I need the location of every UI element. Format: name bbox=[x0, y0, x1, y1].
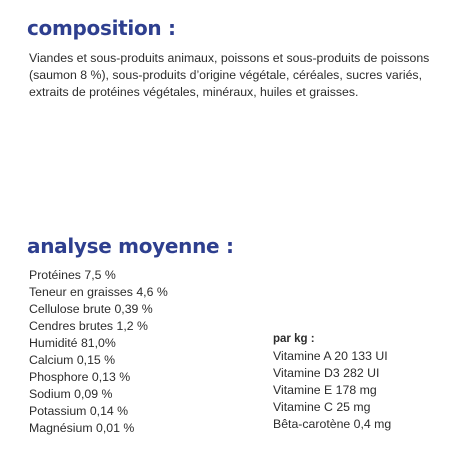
analysis-item-humidite: Humidité 81,0% bbox=[29, 336, 116, 350]
vitamins-list bbox=[273, 348, 391, 433]
analysis-list bbox=[29, 267, 168, 437]
analysis-item-graisses: Teneur en graisses 4,6 % bbox=[29, 285, 168, 299]
beta-carotene: Bêta-carotène 0,4 mg bbox=[273, 417, 392, 431]
composition-text: Viandes et sous-produits animaux, poissons et sous-produits de poissons (saumon 8 %), sous-produits d’origine végétale, céréales, sucres variés, extraits de protéines végétales, minéraux, huiles et graisses. bbox=[29, 51, 430, 99]
composition-heading: composition : bbox=[27, 16, 176, 40]
analysis-item-calcium: Calcium 0,15 % bbox=[29, 353, 116, 367]
analysis-item-cendres: Cendres brutes 1,2 % bbox=[29, 319, 148, 333]
vitamin-c: Vitamine C 25 mg bbox=[273, 400, 371, 414]
analysis-item-sodium: Sodium 0,09 % bbox=[29, 387, 113, 401]
vitamin-e: Vitamine E 178 mg bbox=[273, 383, 377, 397]
analysis-heading: analyse moyenne : bbox=[27, 234, 234, 258]
analysis-item-phosphore: Phosphore 0,13 % bbox=[29, 370, 131, 384]
vitamins-block bbox=[273, 331, 391, 433]
analysis-item-potassium: Potassium 0,14 % bbox=[29, 404, 129, 418]
vitamin-d3: Vitamine D3 282 UI bbox=[273, 366, 380, 380]
per-kg-label: par kg : bbox=[273, 333, 315, 345]
analysis-item-magnesium: Magnésium 0,01 % bbox=[29, 421, 135, 435]
vitamin-a: Vitamine A 20 133 UI bbox=[273, 349, 388, 363]
analysis-item-cellulose: Cellulose brute 0,39 % bbox=[29, 302, 153, 316]
analysis-item-proteines: Protéines 7,5 % bbox=[29, 268, 116, 282]
